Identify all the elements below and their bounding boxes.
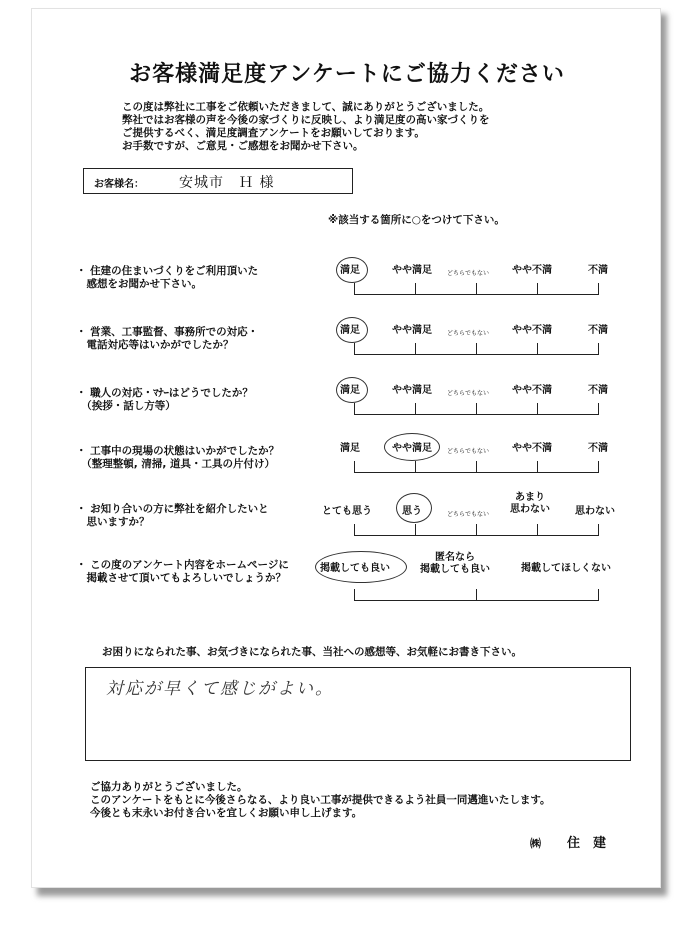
intro-line: 弊社ではお客様の声を今後の家づくりに反映し、より満足度の高い家づくりを xyxy=(122,114,490,126)
question-text: 感想をお聞かせ下さい。 xyxy=(76,278,202,290)
option-yaya-manzoku[interactable]: やや満足 xyxy=(392,385,432,396)
intro-line: お手数ですが、ご意見・ご感想をお聞かせ下さい。 xyxy=(122,140,364,152)
option-dochiratemonai[interactable]: どちらでもない xyxy=(447,330,489,337)
question-text: ・ 住建の住まいづくりをご利用頂いた xyxy=(76,265,259,277)
option-omowanai[interactable]: 思わない xyxy=(575,506,615,517)
customer-name-box xyxy=(83,168,353,194)
question-text: ・ 工事中の現場の状態はいかがでしたか？ xyxy=(76,445,280,457)
customer-name-value[interactable]: 安城市 Ｈ 様 xyxy=(179,175,275,191)
intro-line: ご提供するべく、満足度調査アンケートをお願いしております。 xyxy=(122,127,425,139)
option-dochiratemonai[interactable]: どちらでもない xyxy=(447,390,489,397)
option-manzoku[interactable]: 満足 xyxy=(340,265,360,276)
question-text: （整理整頓, 清掃, 道具・工具の片付け） xyxy=(76,458,276,470)
comment-box[interactable] xyxy=(85,667,631,761)
question-4 xyxy=(76,445,279,471)
rating-scale xyxy=(354,283,599,295)
option-dochiratemonai[interactable]: どちらでもない xyxy=(447,448,489,455)
option-fuman[interactable]: 不満 xyxy=(588,443,608,454)
option-yaya-fuman[interactable]: やや不満 xyxy=(512,385,552,396)
kabushiki-mark: ㈱ xyxy=(530,837,541,850)
option-amari-omowanai[interactable]: あまり 思わない xyxy=(510,492,550,515)
option-yaya-fuman[interactable]: やや不満 xyxy=(512,265,552,276)
option-keisai-hoshikunai[interactable]: 掲載してほしくない xyxy=(521,563,611,574)
rating-scale xyxy=(354,343,599,355)
question-1 xyxy=(76,265,258,291)
question-text: ・ この度のアンケート内容をホームページに xyxy=(76,559,289,571)
option-manzoku[interactable]: 満足 xyxy=(340,385,360,396)
survey-sheet xyxy=(31,8,661,888)
option-yaya-fuman[interactable]: やや不満 xyxy=(512,443,552,454)
selection-circle xyxy=(336,377,368,403)
option-yaya-fuman[interactable]: やや不満 xyxy=(512,325,552,336)
option-yaya-manzoku[interactable]: やや満足 xyxy=(392,325,432,336)
question-text: ・ 営業、工事監督、事務所での対応・ xyxy=(76,326,259,338)
closing-text xyxy=(90,781,551,820)
closing-line: ご協力ありがとうございました。 xyxy=(90,781,248,793)
option-dochiratemonai[interactable]: どちらでもない xyxy=(447,270,489,277)
intro-line: この度は弊社に工事をご依頼いただきまして、誠にありがとうございました。 xyxy=(122,101,490,113)
question-text: ・ 職人の対応・ﾏﾅｰはどうでしたか？ xyxy=(76,387,253,399)
option-dochiratemonai[interactable]: どちらでもない xyxy=(447,511,489,518)
selection-circle xyxy=(336,257,368,283)
option-manzoku[interactable]: 満足 xyxy=(340,325,360,336)
rating-scale xyxy=(354,403,599,415)
question-5 xyxy=(76,503,269,529)
closing-line: このアンケートをもとに今後さらなる、より良い工事が提供できるよう社員一同邁進いたします。 xyxy=(90,794,551,806)
selection-circle xyxy=(315,551,407,583)
option-omou[interactable]: 思う xyxy=(402,506,422,517)
option-fuman[interactable]: 不満 xyxy=(588,265,608,276)
rating-scale xyxy=(354,589,599,601)
question-6 xyxy=(76,559,289,585)
comment-text: 対応が早くて感じがよい。 xyxy=(106,679,334,699)
question-text: 思いますか？ xyxy=(76,516,150,528)
intro-text xyxy=(122,101,490,153)
option-yaya-manzoku[interactable]: やや満足 xyxy=(392,443,432,454)
customer-name-label: お客様名： xyxy=(94,179,144,190)
question-text: ・ お知り合いの方に弊社を紹介したいと xyxy=(76,503,269,515)
option-fuman[interactable]: 不満 xyxy=(588,385,608,396)
rating-scale xyxy=(354,524,599,536)
comment-prompt: お困りになられた事、お気づきになられた事、当社への感想等、お気軽にお書き下さい。 xyxy=(102,646,522,658)
selection-circle xyxy=(384,433,440,461)
company-name xyxy=(530,832,606,851)
instruction-text: ※該当する箇所に○をつけて下さい。 xyxy=(328,214,505,226)
question-3 xyxy=(76,387,253,413)
option-keisai-yoi[interactable]: 掲載しても良い xyxy=(320,563,390,574)
option-manzoku[interactable]: 満足 xyxy=(340,443,360,454)
rating-scale xyxy=(354,461,599,473)
selection-circle xyxy=(396,493,432,523)
page-title: お客様満足度アンケートにご協力ください xyxy=(129,62,565,87)
option-tokumei-keisai[interactable]: 匿名なら 掲載しても良い xyxy=(420,552,490,575)
question-text: 電話対応等はいかがでしたか？ xyxy=(76,339,234,351)
option-fuman[interactable]: 不満 xyxy=(588,325,608,336)
option-totemo-omou[interactable]: とても思う xyxy=(322,506,372,517)
option-yaya-manzoku[interactable]: やや満足 xyxy=(392,265,432,276)
question-2 xyxy=(76,326,258,352)
selection-circle xyxy=(336,317,368,343)
question-text: （挨拶・話し方等） xyxy=(76,400,176,412)
company-label: 住 建 xyxy=(567,836,607,851)
closing-line: 今後とも末永いお付き合いを宜しくお願い申し上げます。 xyxy=(90,807,363,819)
question-text: 掲載させて頂いてもよろしいでしょうか？ xyxy=(76,572,286,584)
